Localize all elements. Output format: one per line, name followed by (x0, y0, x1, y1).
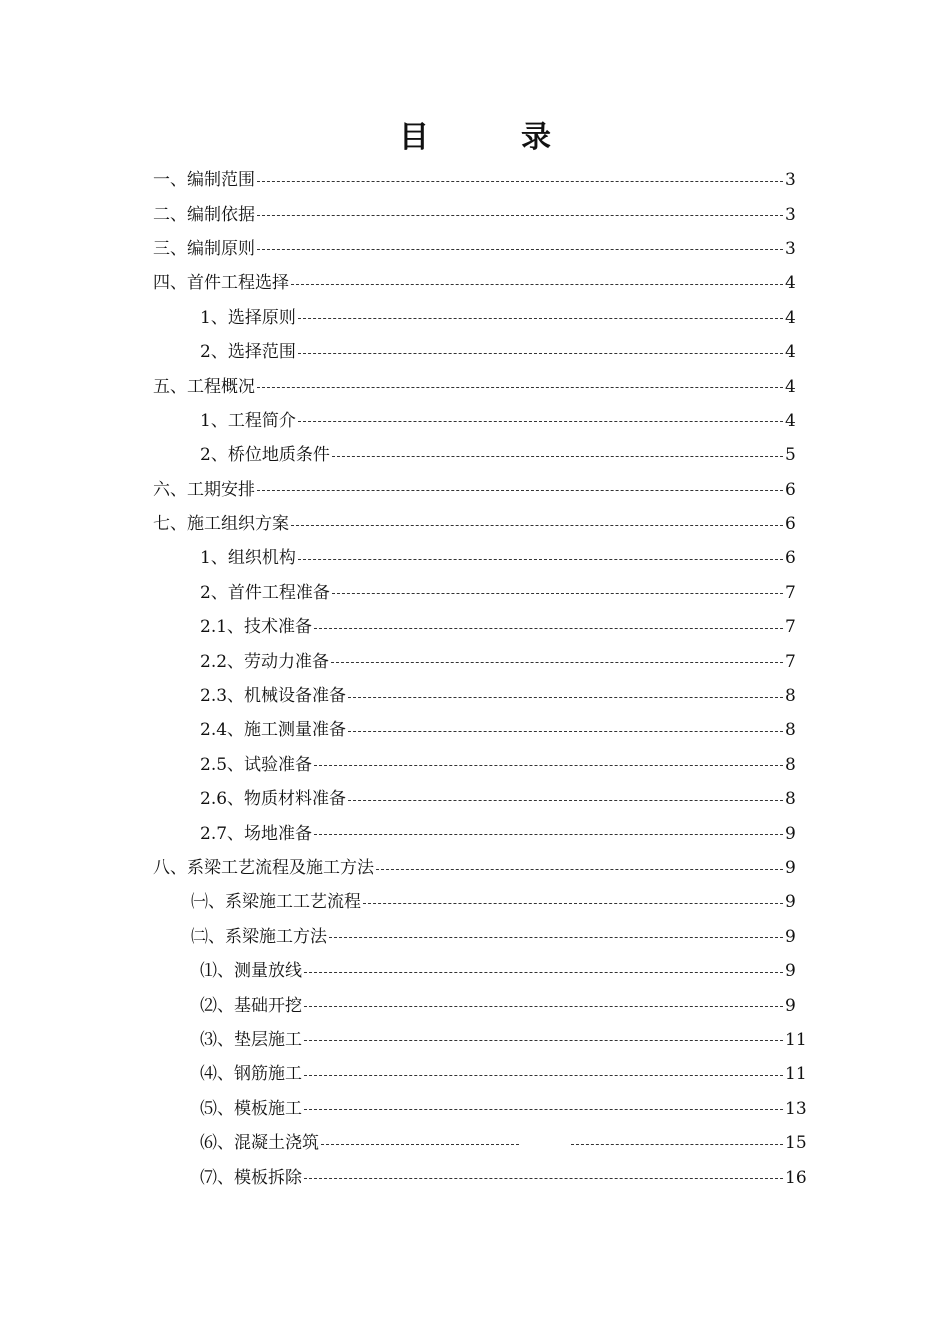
toc-entry (0, 885, 950, 919)
toc-entry-page: 9 (785, 926, 796, 947)
toc-entry-label: ⑸、模板施工 (200, 1098, 302, 1119)
toc-entry-label: 五、工程概况 (153, 376, 255, 397)
dot-leader (332, 456, 783, 457)
toc-entry-label: 1、选择原则 (200, 307, 296, 328)
toc-entry-page: 6 (785, 479, 796, 500)
toc-entry (0, 679, 950, 713)
toc-entry-label: 六、工期安排 (153, 479, 255, 500)
toc-entry (0, 507, 950, 541)
table-of-contents (0, 163, 950, 1195)
toc-entry (0, 988, 950, 1022)
toc-entry (0, 541, 950, 575)
toc-entry-label: 2.5、试验准备 (200, 754, 313, 775)
toc-entry (0, 1092, 950, 1126)
toc-entry-label: 2.6、物质材料准备 (200, 789, 347, 810)
toc-entry-label: 八、系梁工艺流程及施工方法 (153, 858, 374, 878)
toc-entry-page: 11 (785, 1029, 807, 1050)
dot-leader (298, 559, 783, 560)
toc-entry (0, 851, 950, 885)
toc-entry-page: 8 (785, 720, 796, 741)
dot-leader (304, 1006, 783, 1007)
toc-entry-label: 1、工程简介 (200, 410, 296, 431)
toc-entry-page: 4 (785, 273, 796, 294)
toc-entry (0, 163, 950, 197)
toc-entry-label: ⑷、钢筋施工 (200, 1064, 302, 1085)
toc-entry-label: ⑵、基础开挖 (200, 995, 302, 1016)
title-char-right: 录 (521, 120, 551, 155)
dot-leader (363, 903, 783, 904)
toc-entry-label: ⑶、垫层施工 (200, 1029, 302, 1050)
toc-entry (0, 1057, 950, 1091)
toc-entry (0, 473, 950, 507)
dot-leader (257, 387, 783, 388)
toc-entry-label: 2、选择范围 (200, 342, 296, 363)
dot-leader (304, 1040, 783, 1041)
toc-entry (0, 1023, 950, 1057)
toc-entry (0, 644, 950, 678)
dot-leader (257, 215, 783, 216)
toc-entry-label: 2、桥位地质条件 (200, 445, 330, 466)
dot-leader (332, 593, 783, 594)
toc-entry-page: 15 (785, 1133, 807, 1154)
dot-leader (304, 972, 783, 973)
dot-leader (304, 1178, 783, 1179)
toc-entry-label: 2.2、劳动力准备 (200, 651, 330, 672)
dot-leader (348, 697, 783, 698)
toc-entry (0, 748, 950, 782)
toc-entry-page: 3 (785, 204, 796, 225)
dot-leader (331, 662, 783, 663)
toc-entry-page: 3 (785, 170, 796, 191)
toc-entry-label: 1、组织机构 (200, 548, 296, 569)
toc-entry-page: 16 (785, 1167, 807, 1188)
dot-leader (298, 421, 783, 422)
dot-leader (314, 834, 783, 835)
toc-entry (0, 782, 950, 816)
toc-entry-page: 8 (785, 789, 796, 810)
toc-entry-page: 8 (785, 754, 796, 775)
dot-leader (298, 318, 783, 319)
toc-entry-page: 3 (785, 238, 796, 259)
page-title (0, 112, 950, 156)
toc-entry-page: 4 (785, 307, 796, 328)
dot-leader (348, 731, 783, 732)
toc-entry (0, 816, 950, 850)
dot-leader (291, 284, 783, 285)
toc-entry-label: 七、施工组织方案 (153, 514, 289, 535)
toc-entry (0, 920, 950, 954)
dot-leader (321, 1144, 519, 1145)
toc-entry-page: 7 (785, 651, 796, 672)
toc-entry-label: 三、编制原则 (153, 238, 255, 259)
toc-entry-page: 4 (785, 342, 796, 363)
toc-entry (0, 301, 950, 335)
toc-entry-page: 13 (785, 1098, 807, 1119)
title-char-left: 目 (399, 120, 429, 155)
toc-entry-page: 6 (785, 548, 796, 569)
toc-entry (0, 369, 950, 403)
dot-leader (329, 937, 783, 938)
toc-entry (0, 232, 950, 266)
dot-leader (376, 869, 783, 870)
toc-entry-label: ⑹、混凝土浇筑 (200, 1133, 319, 1154)
dot-leader (314, 765, 783, 766)
toc-entry-label: ⑴、测量放线 (200, 961, 302, 982)
toc-entry-page: 9 (785, 995, 796, 1016)
dot-leader (257, 181, 783, 182)
dot-leader (348, 800, 783, 801)
toc-entry-page: 9 (785, 858, 796, 878)
toc-entry-label: 2.3、机械设备准备 (200, 686, 347, 707)
toc-entry-page: 8 (785, 686, 796, 707)
toc-entry-page: 5 (785, 445, 796, 466)
toc-entry-label: 2.1、技术准备 (200, 617, 313, 638)
dot-leader (257, 490, 783, 491)
toc-entry-label: 2、首件工程准备 (200, 582, 330, 603)
toc-entry-label: 2.7、场地准备 (200, 823, 313, 844)
toc-entry-page: 11 (785, 1064, 807, 1085)
toc-entry (0, 197, 950, 231)
toc-entry-page: 9 (785, 892, 796, 913)
toc-entry-page: 4 (785, 410, 796, 431)
toc-entry (0, 576, 950, 610)
toc-entry (0, 610, 950, 644)
toc-entry-page: 7 (785, 582, 796, 603)
toc-entry (0, 954, 950, 988)
toc-entry (0, 404, 950, 438)
dot-leader (298, 353, 783, 354)
toc-entry-label: ㈡、系梁施工方法 (191, 926, 327, 947)
dot-leader (571, 1144, 783, 1145)
toc-entry (0, 713, 950, 747)
dot-leader (314, 628, 783, 629)
toc-entry-label: ㈠、系梁施工工艺流程 (191, 892, 361, 913)
toc-entry-page: 4 (785, 376, 796, 397)
toc-entry-label: 2.4、施工测量准备 (200, 720, 347, 741)
toc-entry-page: 6 (785, 514, 796, 535)
toc-entry (0, 438, 950, 472)
toc-entry-page: 7 (785, 617, 796, 638)
dot-leader (291, 525, 783, 526)
dot-leader (304, 1109, 783, 1110)
dot-leader (304, 1075, 783, 1076)
toc-entry-page: 9 (785, 961, 796, 982)
toc-entry (0, 266, 950, 300)
toc-entry (0, 335, 950, 369)
dot-leader (257, 249, 783, 250)
toc-entry-label: 一、编制范围 (153, 170, 255, 191)
toc-entry (0, 1126, 950, 1160)
toc-entry-label: 四、首件工程选择 (153, 273, 289, 294)
toc-entry (0, 1160, 950, 1194)
toc-entry-label: ⑺、模板拆除 (200, 1167, 302, 1188)
toc-entry-page: 9 (785, 823, 796, 844)
toc-entry-label: 二、编制依据 (153, 204, 255, 225)
